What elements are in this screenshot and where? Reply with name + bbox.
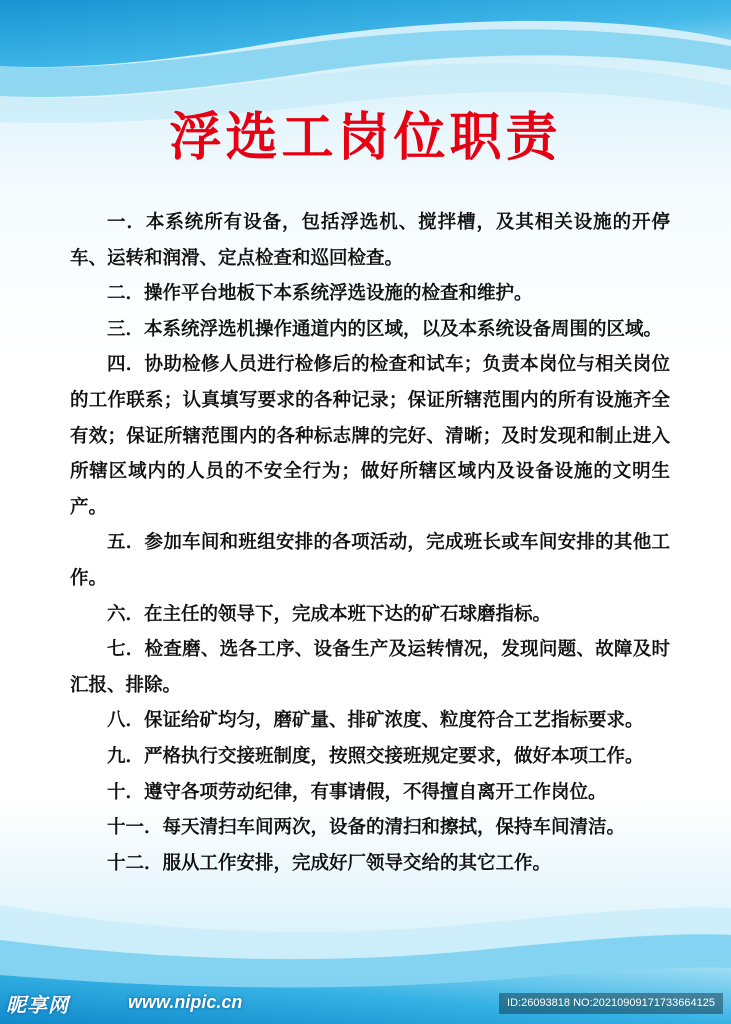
duty-item-9: 九．严格执行交接班制度，按照交接班规定要求，做好本项工作。 <box>107 745 644 767</box>
duty-item-4: 四．协助检修人员进行检修后的检查和试车；负责本岗位与相关岗位的工作联系；认真填写要求的各种记录；保证所辖范围内的所有设施齐全有效；保证所辖范围内的各种标志牌的完好、清晰；及时发现和制止进入所辖区域内的人员的不安全行为；做好所辖区域内及设备设施的文明生产。 <box>70 354 670 518</box>
duty-item-6: 六．在主任的领导下，完成本班下达的矿石球磨指标。 <box>107 603 552 625</box>
duty-item-3: 三．本系统浮选机操作通道内的区域，以及本系统设备周围的区域。 <box>107 318 663 340</box>
page-title: 浮选工岗位职责 <box>169 108 562 168</box>
duty-item-12: 十二．服从工作安排，完成好厂领导交给的其它工作。 <box>107 852 552 874</box>
duty-item-1: 一．本系统所有设备，包括浮选机、搅拌槽，及其相关设施的开停车、运转和润滑、定点检查和巡回检查。 <box>70 212 670 269</box>
duty-item-2: 二．操作平台地板下本系统浮选设施的检查和维护。 <box>107 283 533 305</box>
duty-item-5: 五．参加车间和班组安排的各项活动，完成班长或车间安排的其他工作。 <box>70 532 670 589</box>
duty-list <box>70 205 670 881</box>
duty-item-11: 十一．每天清扫车间两次，设备的清扫和擦拭，保持车间清洁。 <box>107 817 626 839</box>
watermark-url: www.nipic.cn <box>128 992 243 1012</box>
duty-item-10: 十．遵守各项劳动纪律，有事请假，不得擅自离开工作岗位。 <box>107 781 607 803</box>
watermark-logo: 昵享网 <box>6 992 69 1017</box>
watermark-id: ID:26093818 NO:20210909171733664125 <box>499 993 723 1014</box>
duty-item-7: 七．检查磨、选各工序、设备生产及运转情况，发现问题、故障及时汇报、排除。 <box>70 639 670 696</box>
duty-item-8: 八．保证给矿均匀，磨矿量、排矿浓度、粒度符合工艺指标要求。 <box>107 710 644 732</box>
